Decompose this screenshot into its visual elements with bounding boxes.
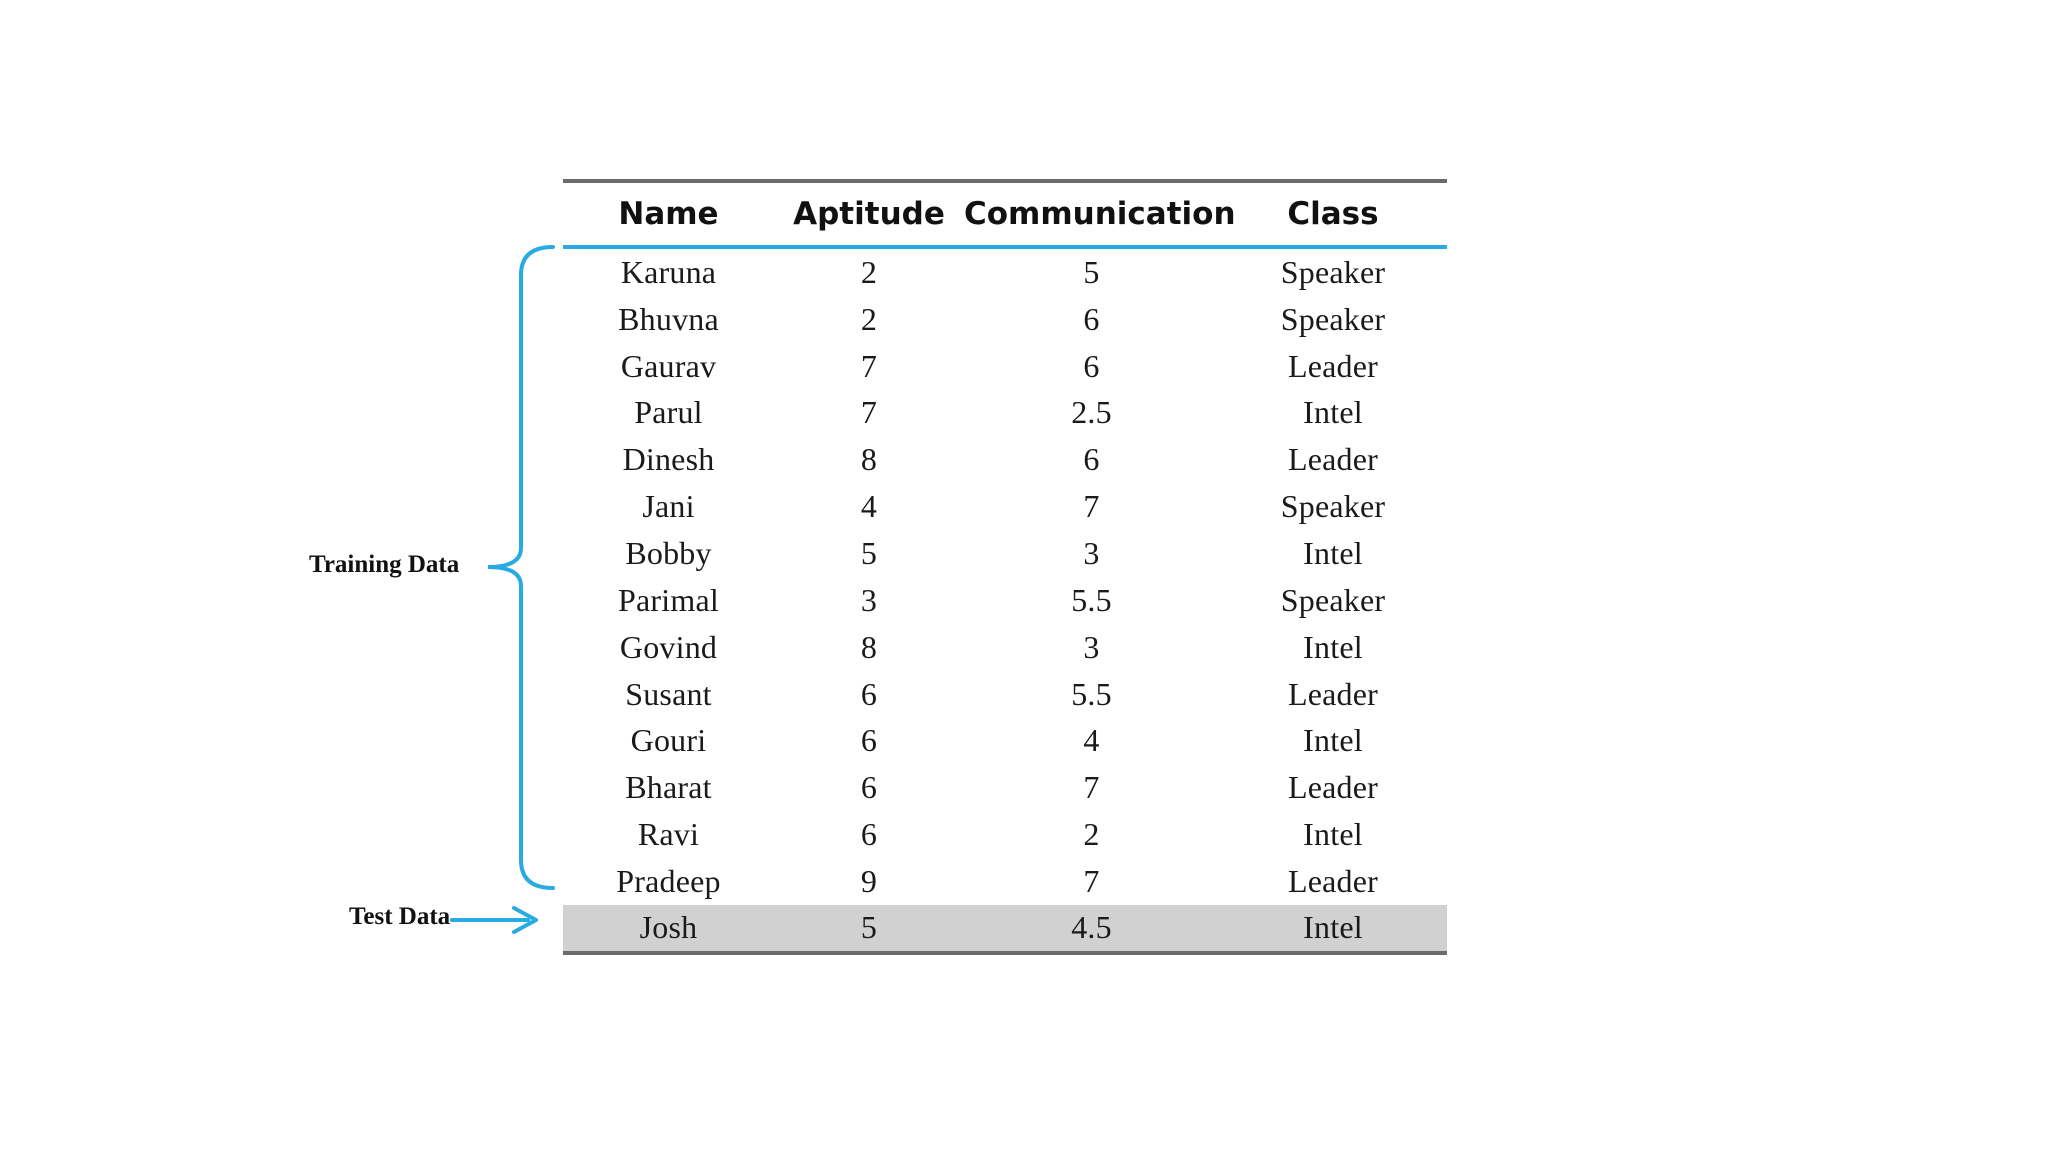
cell-aptitude: 5 <box>860 534 878 571</box>
cell-communication: 3 <box>1083 628 1100 665</box>
cell-communication: 5 <box>1083 253 1100 290</box>
cell-name: Ravi <box>637 816 700 853</box>
cell-communication: 7 <box>1083 488 1100 525</box>
cell-aptitude: 7 <box>860 394 878 431</box>
cell-name: Govind <box>619 628 718 665</box>
cell-communication: 7 <box>1083 862 1100 899</box>
cell-class: Intel <box>1303 816 1363 853</box>
column-header-aptitude: Aptitude <box>793 196 945 232</box>
cell-aptitude: 5 <box>860 909 878 946</box>
cell-name: Bharat <box>625 769 712 806</box>
cell-class: Speaker <box>1280 253 1386 290</box>
cell-class: Leader <box>1287 347 1378 384</box>
cell-communication: 5.5 <box>1071 675 1112 712</box>
cell-class: Speaker <box>1280 581 1386 618</box>
cell-aptitude: 6 <box>860 675 878 712</box>
cell-aptitude: 9 <box>860 862 878 899</box>
cell-communication: 4 <box>1083 722 1100 759</box>
cell-aptitude: 8 <box>860 441 878 478</box>
cell-class: Leader <box>1287 862 1378 899</box>
cell-class: Leader <box>1287 769 1378 806</box>
cell-name: Josh <box>639 909 698 946</box>
cell-aptitude: 6 <box>860 722 878 759</box>
cell-communication: 6 <box>1083 441 1100 478</box>
cell-communication: 5.5 <box>1071 581 1112 618</box>
cell-communication: 6 <box>1083 300 1100 337</box>
cell-class: Leader <box>1287 441 1378 478</box>
cell-name: Dinesh <box>622 441 715 478</box>
cell-name: Bobby <box>625 534 712 571</box>
cell-class: Speaker <box>1280 488 1386 525</box>
column-header-name: Name <box>618 196 719 232</box>
test-data-label: Test Data <box>349 903 451 930</box>
cell-name: Parul <box>634 394 703 431</box>
cell-class: Intel <box>1303 722 1363 759</box>
cell-name: Pradeep <box>616 862 721 899</box>
cell-aptitude: 2 <box>860 253 878 290</box>
cell-name: Bhuvna <box>618 300 719 337</box>
cell-name: Susant <box>625 675 712 712</box>
cell-aptitude: 8 <box>860 628 878 665</box>
cell-aptitude: 2 <box>860 300 878 337</box>
training-data-label: Training Data <box>309 551 460 578</box>
cell-name: Karuna <box>620 253 717 290</box>
cell-communication: 3 <box>1083 534 1100 571</box>
cell-communication: 7 <box>1083 769 1100 806</box>
cell-communication: 6 <box>1083 347 1100 384</box>
column-header-class: Class <box>1287 196 1379 232</box>
training-brace <box>488 247 553 888</box>
column-header-communication: Communication <box>964 196 1236 232</box>
cell-class: Intel <box>1303 628 1363 665</box>
cell-communication: 2 <box>1083 816 1100 853</box>
cell-class: Intel <box>1303 909 1363 946</box>
cell-name: Gouri <box>630 722 707 759</box>
cell-aptitude: 3 <box>860 581 878 618</box>
cell-name: Jani <box>642 488 695 525</box>
cell-communication: 2.5 <box>1071 394 1112 431</box>
cell-aptitude: 6 <box>860 816 878 853</box>
cell-class: Intel <box>1303 534 1363 571</box>
cell-aptitude: 4 <box>860 488 878 525</box>
cell-aptitude: 7 <box>860 347 878 384</box>
cell-class: Leader <box>1287 675 1378 712</box>
cell-name: Parimal <box>618 581 719 618</box>
cell-communication: 4.5 <box>1071 909 1112 946</box>
cell-class: Speaker <box>1280 300 1386 337</box>
cell-class: Intel <box>1303 394 1363 431</box>
cell-name: Gaurav <box>620 347 717 384</box>
cell-aptitude: 6 <box>860 769 878 806</box>
